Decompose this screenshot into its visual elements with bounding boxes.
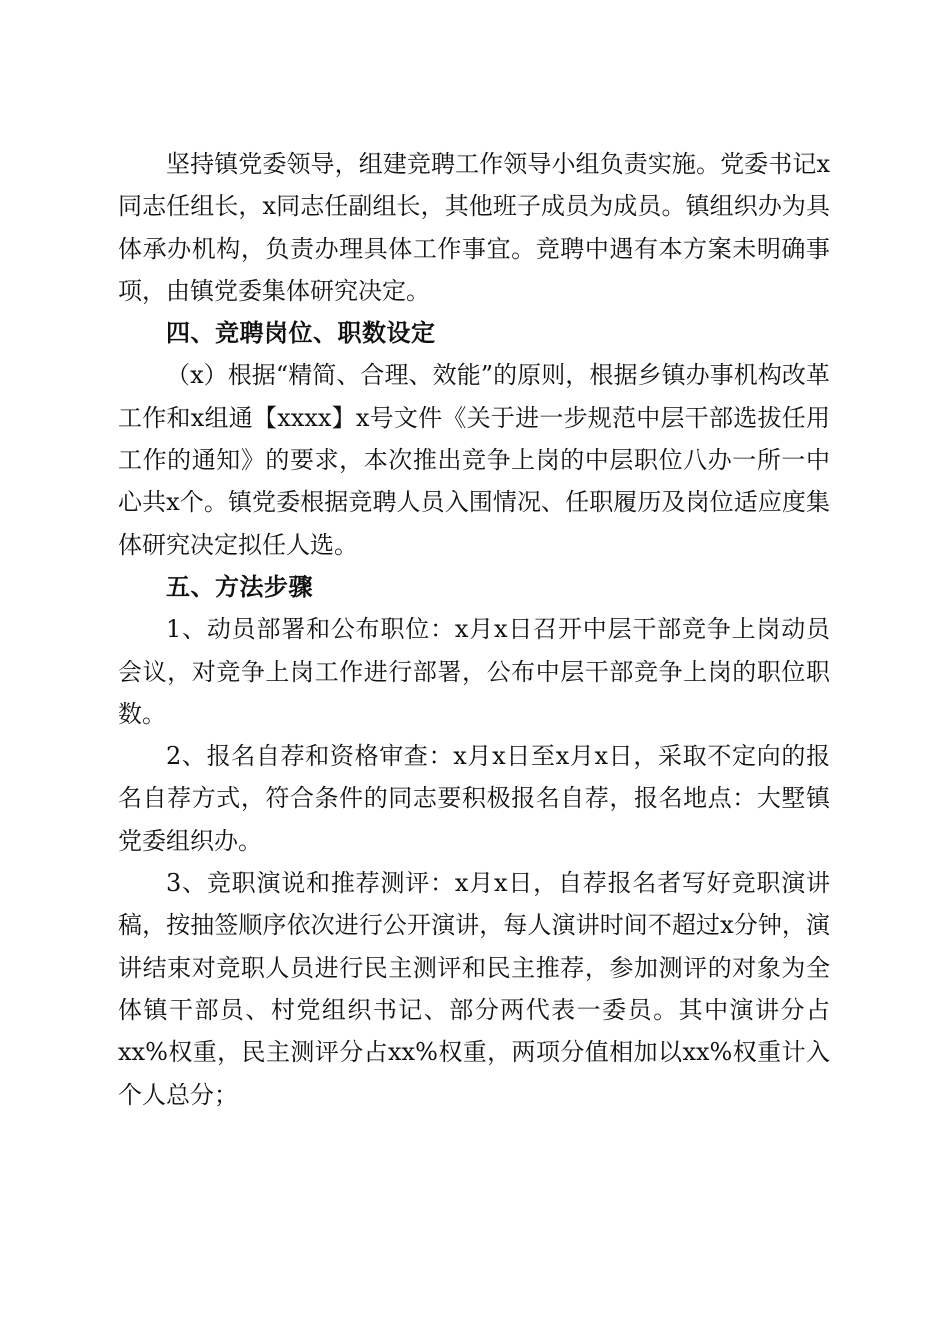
document-body (118, 143, 830, 1116)
paragraph-step-2: 2、报名自荐和资格审查：x月x日至x月x日，采取不定向的报名自荐方式，符合条件的同志要积极报名自荐，报名地点：大墅镇党委组织办。 (118, 742, 830, 855)
section-heading-steps: 五、方法步骤 (166, 572, 313, 601)
section-heading-positions: 四、竞聘岗位、职数设定 (166, 319, 436, 348)
paragraph-leadership: 坚持镇党委领导，组建竞聘工作领导小组负责实施。党委书记x同志任组长，x同志任副组长，其他班子成员为成员。镇组织办为具体承办机构，负责办理具体工作事宜。竞聘中遇有本方案未明确事项，由镇党委集体研究决定。 (118, 150, 830, 305)
paragraph-step-1: 1、动员部署和公布职位：x月x日召开中层干部竞争上岗动员会议，对竞争上岗工作进行部署，公布中层干部竞争上岗的职位职数。 (118, 615, 830, 728)
paragraph-step-3: 3、竞职演说和推荐测评：x月x日，自荐报名者写好竞职演讲稿，按抽签顺序依次进行公开演讲，每人演讲时间不超过x分钟，演讲结束对竞职人员进行民主测评和民主推荐，参加测评的对象为全体镇干部员、村党组织书记、部分两代表一委员。其中演讲分占xx%权重，民主测评分占xx%权重，两项分值相加以xx%权重计入个人总分； (118, 869, 830, 1109)
paragraph-positions: （x）根据“精简、合理、效能”的原则，根据乡镇办事机构改革工作和x组通【xxxx】x号文件《关于进一步规范中层干部选拔任用工作的通知》的要求，本次推出竞争上岗的中层职位八办一所一中心共x个。镇党委根据竞聘人员入围情况、任职履历及岗位适应度集体研究决定拟任人选。 (118, 361, 830, 559)
